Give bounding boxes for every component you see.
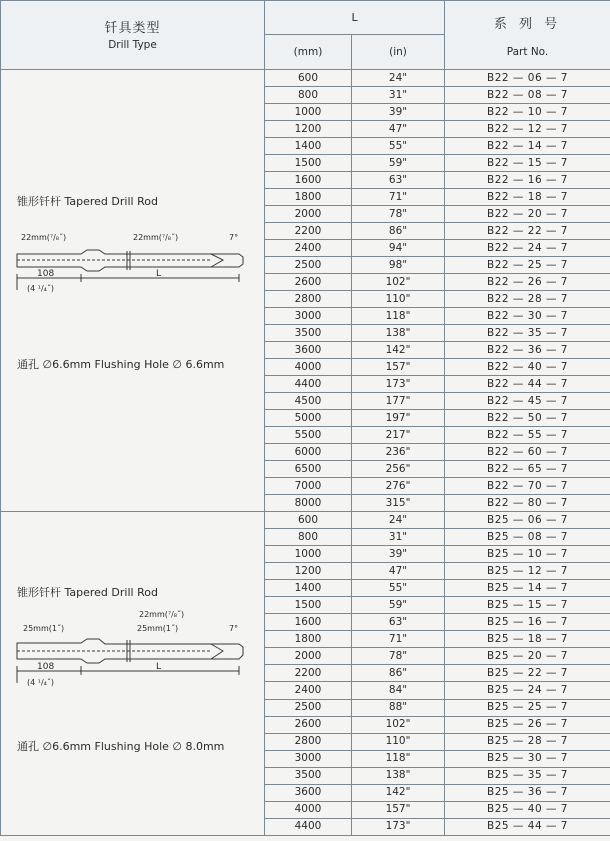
length-mm-cell: 4400 (265, 818, 352, 835)
part-no-cell: B25 — 06 — 7 (445, 512, 610, 529)
length-mm-cell: 2500 (265, 699, 352, 716)
part-no-cell: B22 — 15 — 7 (445, 155, 610, 172)
length-mm-cell: 4000 (265, 801, 352, 818)
part-no-cell: B25 — 10 — 7 (445, 546, 610, 563)
section-description (1, 512, 265, 835)
rod-length-label: L (156, 662, 162, 672)
length-in-cell: 102" (352, 716, 445, 733)
length-mm-cell: 800 (265, 529, 352, 546)
length-mm-cell: 2800 (265, 291, 352, 308)
drill-type-header-en: Drill Type (108, 39, 157, 51)
length-in-cell: 118" (352, 750, 445, 767)
length-mm-cell: 2400 (265, 240, 352, 257)
part-no-cell: B25 — 44 — 7 (445, 818, 610, 835)
rod-diameter-label: 22mm(⁷/₈˝) (133, 233, 179, 242)
part-no-cell: B22 — 06 — 7 (445, 70, 610, 87)
table-row (1, 70, 610, 87)
length-mm-cell: 3000 (265, 750, 352, 767)
length-mm-cell: 600 (265, 512, 352, 529)
length-mm-cell: 2200 (265, 665, 352, 682)
length-mm-cell: 2000 (265, 648, 352, 665)
part-no-cell: B22 — 40 — 7 (445, 359, 610, 376)
part-no-cell: B22 — 14 — 7 (445, 138, 610, 155)
length-mm-cell: 5500 (265, 427, 352, 444)
length-in-cell: 47" (352, 563, 445, 580)
part-no-cell: B25 — 36 — 7 (445, 784, 610, 801)
length-mm-cell: 2400 (265, 682, 352, 699)
unit-mm-header: (mm) (265, 35, 352, 70)
length-mm-cell: 1800 (265, 631, 352, 648)
taper-angle-label: 7° (229, 233, 239, 242)
shank-diameter-label: 22mm(⁷/₈˝) (21, 233, 67, 242)
length-mm-cell: 600 (265, 70, 352, 87)
part-no-cell: B25 — 08 — 7 (445, 529, 610, 546)
length-in-cell: 256" (352, 461, 445, 478)
length-mm-cell: 2500 (265, 257, 352, 274)
part-no-header (445, 1, 610, 70)
part-no-cell: B25 — 15 — 7 (445, 597, 610, 614)
length-in-cell: 110" (352, 733, 445, 750)
part-no-header-cn: 系 列 号 (493, 16, 562, 32)
part-no-cell: B25 — 18 — 7 (445, 631, 610, 648)
length-header: L (265, 1, 445, 35)
drill-type-header-cn: 钎具类型 (104, 21, 161, 36)
length-mm-cell: 1400 (265, 138, 352, 155)
length-mm-cell: 2600 (265, 274, 352, 291)
length-in-cell: 276" (352, 478, 445, 495)
length-in-cell: 63" (352, 172, 445, 189)
flushing-hole-text: 通孔 ∅6.6mm Flushing Hole ∅ 6.6mm (17, 358, 225, 371)
length-in-cell: 78" (352, 206, 445, 223)
part-no-cell: B22 — 28 — 7 (445, 291, 610, 308)
length-in-cell: 177" (352, 393, 445, 410)
length-mm-cell: 1000 (265, 546, 352, 563)
length-mm-cell: 1500 (265, 597, 352, 614)
length-in-cell: 86" (352, 665, 445, 682)
part-no-cell: B22 — 80 — 7 (445, 495, 610, 512)
length-in-cell: 236" (352, 444, 445, 461)
length-in-cell: 55" (352, 580, 445, 597)
length-in-cell: 71" (352, 189, 445, 206)
shank-length-label: 108 (37, 269, 55, 279)
shank-diameter-label: 25mm(1˝) (23, 624, 65, 633)
length-mm-cell: 3000 (265, 308, 352, 325)
length-mm-cell: 5000 (265, 410, 352, 427)
length-mm-cell: 1200 (265, 563, 352, 580)
length-mm-cell: 1000 (265, 104, 352, 121)
flushing-hole-text: 通孔 ∅6.6mm Flushing Hole ∅ 8.0mm (17, 740, 225, 753)
length-in-cell: 157" (352, 359, 445, 376)
length-mm-cell: 2000 (265, 206, 352, 223)
part-no-cell: B22 — 20 — 7 (445, 206, 610, 223)
length-mm-cell: 7000 (265, 478, 352, 495)
part-no-cell: B25 — 14 — 7 (445, 580, 610, 597)
drill-type-cell (1, 512, 265, 836)
length-in-cell: 86" (352, 223, 445, 240)
part-no-cell: B22 — 65 — 7 (445, 461, 610, 478)
rod-length-label: L (156, 269, 162, 279)
length-mm-cell: 1600 (265, 172, 352, 189)
length-in-cell: 142" (352, 342, 445, 359)
part-no-cell: B22 — 25 — 7 (445, 257, 610, 274)
part-no-cell: B22 — 50 — 7 (445, 410, 610, 427)
length-in-cell: 59" (352, 155, 445, 172)
shank-length-inch-label: (4 ¹/₄˝) (27, 678, 54, 687)
part-no-cell: B25 — 35 — 7 (445, 767, 610, 784)
part-no-cell: B25 — 25 — 7 (445, 699, 610, 716)
length-in-cell: 24" (352, 512, 445, 529)
part-no-cell: B22 — 10 — 7 (445, 104, 610, 121)
length-mm-cell: 1600 (265, 614, 352, 631)
length-in-cell: 39" (352, 104, 445, 121)
length-in-cell: 59" (352, 597, 445, 614)
part-no-cell: B22 — 45 — 7 (445, 393, 610, 410)
shank-length-inch-label: (4 ¹/₄˝) (27, 284, 54, 293)
part-no-cell: B22 — 60 — 7 (445, 444, 610, 461)
length-in-cell: 197" (352, 410, 445, 427)
length-in-cell: 217" (352, 427, 445, 444)
part-no-cell: B22 — 44 — 7 (445, 376, 610, 393)
unit-in-header: (in) (352, 35, 445, 70)
length-in-cell: 31" (352, 529, 445, 546)
upper-diameter-label: 22mm(⁷/₈˝) (139, 610, 185, 619)
length-mm-cell: 3600 (265, 784, 352, 801)
part-no-cell: B22 — 30 — 7 (445, 308, 610, 325)
part-no-cell: B22 — 16 — 7 (445, 172, 610, 189)
rod-diameter-label: 25mm(1˝) (137, 624, 179, 633)
length-mm-cell: 8000 (265, 495, 352, 512)
length-in-cell: 118" (352, 308, 445, 325)
length-in-cell: 47" (352, 121, 445, 138)
part-no-cell: B22 — 26 — 7 (445, 274, 610, 291)
part-no-cell: B22 — 12 — 7 (445, 121, 610, 138)
length-in-cell: 110" (352, 291, 445, 308)
length-in-cell: 157" (352, 801, 445, 818)
length-in-cell: 88" (352, 699, 445, 716)
length-in-cell: 24" (352, 70, 445, 87)
part-no-cell: B25 — 22 — 7 (445, 665, 610, 682)
length-mm-cell: 3500 (265, 767, 352, 784)
part-no-cell: B25 — 16 — 7 (445, 614, 610, 631)
length-mm-cell: 4400 (265, 376, 352, 393)
length-in-cell: 71" (352, 631, 445, 648)
part-no-cell: B22 — 18 — 7 (445, 189, 610, 206)
length-in-cell: 138" (352, 767, 445, 784)
drill-type-cell (1, 70, 265, 512)
length-mm-cell: 2600 (265, 716, 352, 733)
length-in-cell: 142" (352, 784, 445, 801)
length-in-cell: 173" (352, 376, 445, 393)
length-mm-cell: 1800 (265, 189, 352, 206)
part-no-cell: B25 — 24 — 7 (445, 682, 610, 699)
length-in-cell: 39" (352, 546, 445, 563)
table-row (1, 512, 610, 529)
length-mm-cell: 1500 (265, 155, 352, 172)
part-no-cell: B22 — 24 — 7 (445, 240, 610, 257)
length-in-cell: 102" (352, 274, 445, 291)
section-title: 锥形钎杆 Tapered Drill Rod (17, 195, 158, 208)
part-no-cell: B22 — 70 — 7 (445, 478, 610, 495)
length-in-cell: 138" (352, 325, 445, 342)
part-no-cell: B25 — 12 — 7 (445, 563, 610, 580)
length-mm-cell: 1200 (265, 121, 352, 138)
drill-type-header (1, 1, 265, 70)
length-mm-cell: 3600 (265, 342, 352, 359)
length-in-cell: 63" (352, 614, 445, 631)
shank-length-label: 108 (37, 662, 55, 672)
part-no-cell: B25 — 26 — 7 (445, 716, 610, 733)
part-no-cell: B25 — 40 — 7 (445, 801, 610, 818)
length-in-cell: 173" (352, 818, 445, 835)
part-no-cell: B25 — 28 — 7 (445, 733, 610, 750)
length-in-cell: 31" (352, 87, 445, 104)
section-title: 锥形钎杆 Tapered Drill Rod (17, 586, 158, 599)
length-in-cell: 78" (352, 648, 445, 665)
part-no-cell: B25 — 30 — 7 (445, 750, 610, 767)
part-no-cell: B22 — 55 — 7 (445, 427, 610, 444)
part-no-header-en: Part No. (506, 45, 549, 58)
length-mm-cell: 2800 (265, 733, 352, 750)
length-in-cell: 55" (352, 138, 445, 155)
section-description (1, 70, 265, 511)
part-no-cell: B22 — 08 — 7 (445, 87, 610, 104)
length-mm-cell: 3500 (265, 325, 352, 342)
part-no-cell: B22 — 36 — 7 (445, 342, 610, 359)
part-no-cell: B22 — 35 — 7 (445, 325, 610, 342)
length-in-cell: 98" (352, 257, 445, 274)
part-no-cell: B25 — 20 — 7 (445, 648, 610, 665)
taper-angle-label: 7° (229, 624, 239, 633)
part-no-cell: B22 — 22 — 7 (445, 223, 610, 240)
length-mm-cell: 2200 (265, 223, 352, 240)
length-mm-cell: 4000 (265, 359, 352, 376)
length-in-cell: 94" (352, 240, 445, 257)
length-in-cell: 315" (352, 495, 445, 512)
length-mm-cell: 800 (265, 87, 352, 104)
length-mm-cell: 6000 (265, 444, 352, 461)
length-mm-cell: 6500 (265, 461, 352, 478)
length-in-cell: 84" (352, 682, 445, 699)
length-mm-cell: 4500 (265, 393, 352, 410)
length-mm-cell: 1400 (265, 580, 352, 597)
